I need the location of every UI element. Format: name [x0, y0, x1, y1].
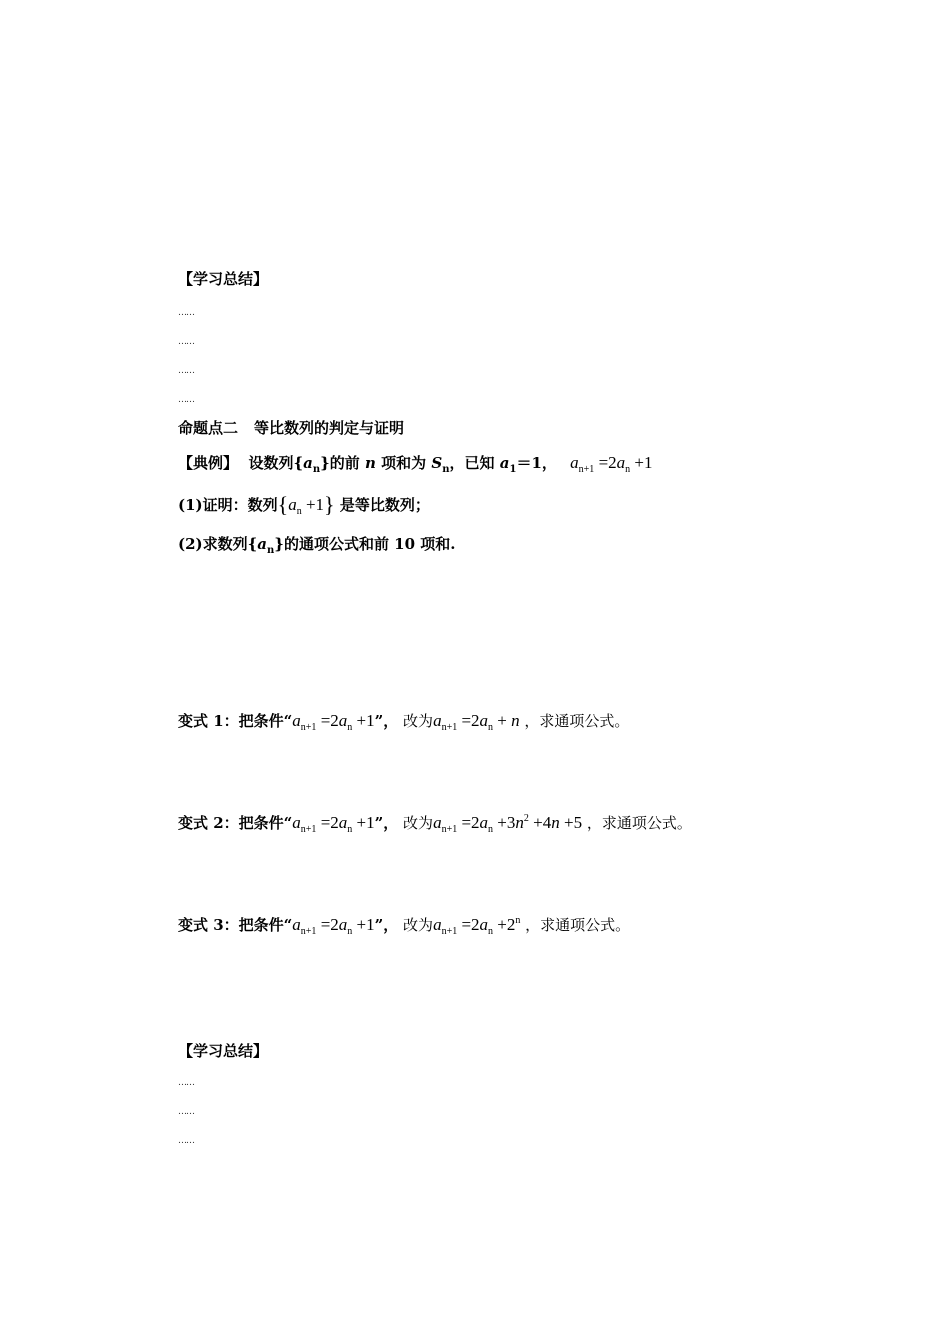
sup-n: n — [515, 915, 521, 926]
plus-one: +1 — [356, 711, 375, 730]
section-heading — [178, 417, 404, 438]
plus-one: +1 — [634, 453, 653, 472]
part2-text: }的通项公式和前 10 项和. — [274, 535, 456, 553]
part2-text: (2)求数列{ — [178, 535, 258, 553]
change-text: 改为 — [403, 712, 434, 730]
var-a: a — [257, 535, 268, 553]
sub-n: n — [347, 722, 353, 733]
summary-dots: …… — [178, 1107, 194, 1117]
summary-dots: …… — [178, 337, 194, 347]
var-a: a — [616, 453, 626, 472]
section-number: 命题点二 — [178, 419, 239, 437]
part1-prefix: (1)证明：数列 — [178, 496, 278, 514]
eq: =2 — [320, 711, 339, 730]
var-n: n — [365, 454, 376, 472]
example-text: ＝1， — [516, 454, 557, 472]
sub-1: 1 — [509, 464, 517, 475]
change-text: 改为 — [403, 916, 434, 934]
sub-n: n — [267, 545, 275, 556]
sub-n: n — [488, 722, 494, 733]
example-text: 项和为 — [381, 454, 427, 472]
var-a: a — [292, 813, 301, 832]
var-a: a — [433, 813, 442, 832]
sub-n1: n+1 — [441, 824, 458, 835]
plus-one: +1 — [356, 813, 375, 832]
variant-suffix: ，求通项公式。 — [586, 814, 692, 832]
sub-n: n — [347, 926, 353, 937]
example-text: 设数列{ — [248, 454, 304, 472]
change-text: 改为 — [403, 814, 434, 832]
original-formula — [292, 813, 375, 835]
var-a: a — [479, 711, 489, 730]
var-n: n — [551, 813, 560, 832]
var-a: a — [292, 915, 301, 934]
variant-label: 变式 1：把条件“ — [178, 712, 293, 730]
var-a: a — [479, 915, 489, 934]
var-a: a — [303, 454, 313, 472]
summary-title: 【学习总结】 — [178, 1042, 269, 1060]
var-n: n — [515, 813, 524, 832]
plus-one: +1 — [305, 495, 325, 514]
example-text: ，已知 — [449, 454, 495, 472]
plus-three: +3 — [497, 813, 516, 832]
var-a: a — [292, 711, 301, 730]
var-a: a — [479, 813, 489, 832]
eq: =2 — [461, 915, 480, 934]
original-formula — [292, 915, 375, 937]
var-a: a — [338, 711, 348, 730]
example-text: }的前 — [320, 454, 360, 472]
new-formula — [433, 711, 520, 733]
variant-suffix: ，求通项公式。 — [525, 916, 631, 934]
var-S: S — [431, 454, 443, 472]
recurrence-formula — [570, 453, 653, 475]
summary-dots: …… — [178, 395, 194, 405]
plus-five: +5 — [563, 813, 583, 832]
eq: =2 — [461, 711, 480, 730]
variant-label: 变式 3：把条件“ — [178, 916, 293, 934]
plus-two: +2 — [497, 915, 516, 934]
summary-dots: …… — [178, 366, 194, 376]
quote-close: ”， — [374, 814, 399, 832]
eq: =2 — [320, 915, 339, 934]
plus-one: +1 — [356, 915, 375, 934]
variant-label: 变式 2：把条件“ — [178, 814, 293, 832]
sup-2: 2 — [523, 813, 529, 824]
new-formula — [433, 813, 583, 835]
sub-n: n — [296, 506, 302, 517]
sub-n1: n+1 — [578, 464, 595, 475]
original-formula — [292, 711, 375, 733]
plus-four: +4 — [533, 813, 552, 832]
sub-n1: n+1 — [300, 722, 317, 733]
sub-n: n — [442, 464, 450, 475]
sub-n: n — [625, 464, 631, 475]
sub-n1: n+1 — [441, 926, 458, 937]
part1-sequence — [288, 495, 325, 517]
plus: + — [497, 711, 507, 730]
sub-n1: n+1 — [300, 926, 317, 937]
var-a: a — [288, 495, 297, 514]
var-a1: a — [499, 454, 510, 472]
summary-dots: …… — [178, 1078, 194, 1088]
sub-n: n — [347, 824, 353, 835]
var-a: a — [433, 711, 442, 730]
part-2 — [178, 533, 455, 556]
sub-n: n — [312, 464, 321, 475]
eq: =2 — [320, 813, 339, 832]
var-a: a — [338, 915, 348, 934]
summary-title: 【学习总结】 — [178, 270, 269, 288]
sub-n: n — [488, 824, 494, 835]
summary-dots: …… — [178, 1136, 194, 1146]
part1-suffix: 是等比数列； — [339, 496, 430, 514]
sub-n1: n+1 — [300, 824, 317, 835]
example-statement — [178, 452, 653, 475]
variant-2 — [178, 812, 692, 835]
eq: =2 — [598, 453, 617, 472]
var-n: n — [511, 711, 520, 730]
quote-close: ”， — [374, 916, 399, 934]
var-a: a — [433, 915, 442, 934]
eq: =2 — [461, 813, 480, 832]
var-a: a — [570, 453, 579, 472]
new-formula — [433, 915, 521, 937]
part-1: (1)证明：数列$\{a_n +1\}$ 是等比数列； — [178, 492, 430, 517]
variant-1 — [178, 710, 629, 733]
sub-n1: n+1 — [441, 722, 458, 733]
summary-dots: …… — [178, 308, 194, 318]
sub-n: n — [488, 926, 494, 937]
quote-close: ”， — [374, 712, 399, 730]
variant-suffix: ，求通项公式。 — [524, 712, 630, 730]
var-a: a — [338, 813, 348, 832]
variant-3 — [178, 914, 630, 937]
example-tag: 【典例】 — [178, 454, 239, 472]
section-title: 等比数列的判定与证明 — [254, 419, 405, 437]
